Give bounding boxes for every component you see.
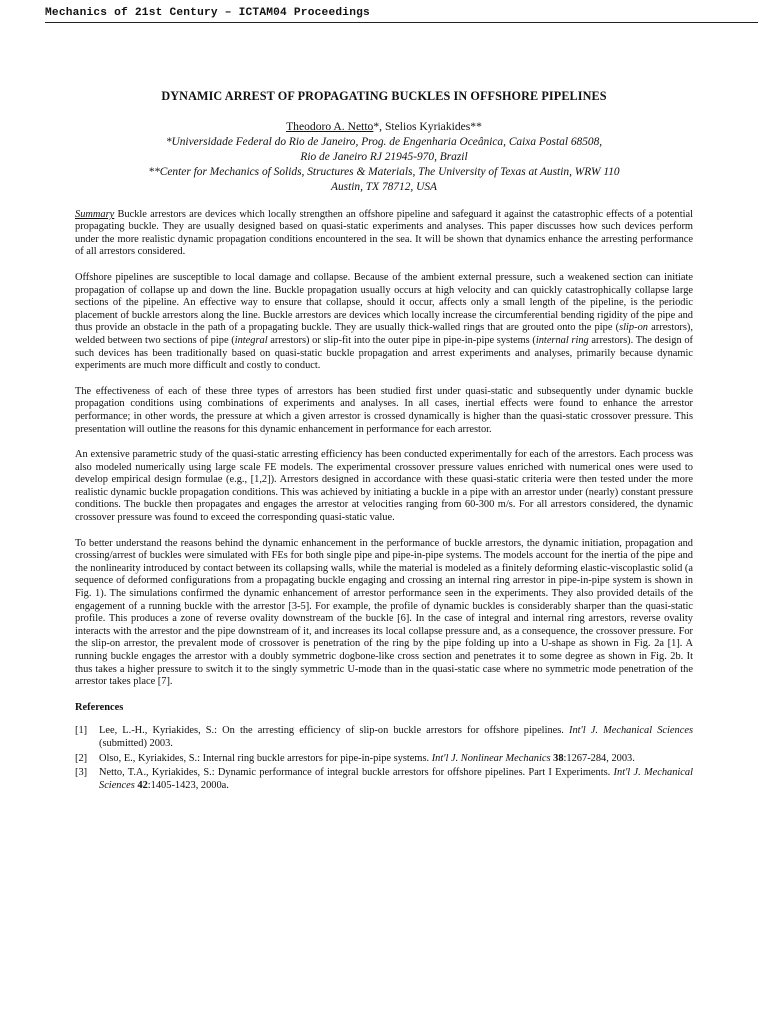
author-1: Theodoro A. Netto [286, 119, 374, 133]
affiliation-line: Austin, TX 78712, USA [331, 180, 437, 193]
author-2: Stelios Kyriakides** [384, 119, 482, 133]
italic-term: integral [234, 334, 268, 346]
reference-text [99, 725, 693, 750]
affiliation-line: **Center for Mechanics of Solids, Structures & Materials, The University of Texas at Austin, WRW 110 [148, 165, 620, 178]
text-run: :1405-1423, 2000a. [147, 779, 229, 791]
reference-text [99, 753, 693, 766]
text-run: arrestors). The design of such devices has been traditionally based on quasi-static buckle propagation and arrest experiments and analyses, primarily because dynamic experiments are much more difficult and costly to conduct. [75, 334, 693, 372]
summary-text: Buckle arrestors are devices which locally strengthen an offshore pipeline and safeguard it against the catastrophic effects of a potential propagating buckle. They are usually designed based on quasi-static experiments and analyses. This paper discusses how such devices perform under the more realistic dynamic propagation conditions encountered in the sea. It will be shown that dynamics enhance the arresting performance of all arrestors considered. [75, 208, 693, 258]
journal-name: Int'l J. Mechanical Sciences [569, 725, 693, 737]
volume: 42 [134, 779, 148, 791]
reference-number: [1] [75, 725, 88, 737]
affiliation-line: Rio de Janeiro RJ 21945-970, Brazil [300, 150, 468, 163]
references-heading: References [75, 701, 124, 713]
author-separator: *, [373, 119, 385, 133]
summary-paragraph [75, 209, 693, 259]
journal-name: Int'l J. Nonlinear Mechanics [431, 752, 551, 764]
body-paragraph-1 [75, 272, 693, 373]
paper-title: DYNAMIC ARREST OF PROPAGATING BUCKLES IN OFFSHORE PIPELINES [161, 89, 607, 103]
paper-content [75, 90, 693, 794]
text-run: Lee, L.-H., Kyriakides, S.: On the arresting efficiency of slip-on buckle arrestors for offshore pipelines. [99, 725, 570, 737]
reference-item [75, 725, 693, 750]
text-run: Offshore pipelines are susceptible to local damage and collapse. Because of the ambient external pressure, such a weakened section can initiate propagation of collapse up and down the line. Buckle propagation usually occurs at high velocity and can quickly catastrophically collapse large sections of the pipeline. An effective way to ensure that collapse, should it occur, affects only a small length of the pipeline, is the periodic placement of buckle arrestors along the line. Buckle arrestors are devices which locally increase the circumferential bending rigidity of the pipe and thus provide an obstacle in the path of a propagating buckle. They are usually thick-walled rings that are grouted onto the pipe ( [75, 271, 693, 334]
reference-item [75, 767, 693, 792]
affiliation-line: *Universidade Federal do Rio de Janeiro, Prog. de Engenharia Oceânica, Caixa Postal 68508, [165, 135, 603, 148]
text-run: :1267-284, 2003. [563, 752, 635, 764]
text-run: arrestors) or slip-fit into the outer pipe in pipe-in-pipe systems ( [267, 334, 536, 346]
italic-term: internal ring [535, 334, 589, 346]
summary-label: Summary [75, 208, 115, 220]
reference-text [99, 767, 693, 792]
volume: 38 [550, 752, 564, 764]
author-line [75, 119, 693, 135]
text-run: (submitted) 2003. [99, 737, 173, 749]
text-run: Olso, E., Kyriakides, S.: Internal ring buckle arrestors for pipe-in-pipe systems. [99, 752, 432, 764]
affiliations [75, 135, 693, 195]
running-header: Mechanics of 21st Century – ICTAM04 Proceedings [45, 7, 758, 23]
body-paragraph-3: An extensive parametric study of the quasi-static arresting efficiency has been conducted experimentally for each of the arrestors. Each process was also modeled numerically using large scale FE models. The experimental crossover pressure values enriched with numerical ones were used to develop empirical design formulae (e.g., [1,2]). Arrestors designed in accordance with these quasi-static criteria were then tested under the more realistic dynamic buckle propagation conditions. This was achieved by initiating a buckle in a pipe with an arrestor under (nearly) constant pressure conditions. The buckle then propagates and engages the arrestor at velocities ranging from 60-300 m/s. For all arrestors considered, the dynamic crossover pressure was found to exceed the corresponding quasi-static value. [75, 449, 693, 524]
journal-name: Int'l J. Mechanical Sciences [99, 767, 693, 791]
reference-number: [3] [75, 767, 88, 779]
body-paragraph-2: The effectiveness of each of these three types of arrestors has been studied first under quasi-static and subsequently under dynamic buckle propagation conditions using combinations of experiments and analyses. In all cases, inertial effects were found to enhance the arrestor performance; in other words, the pressure at which a given arrestor is crossed dynamically is higher than the quasi-static crossover pressure. This presentation will outline the reasons for this dynamic enhancement in performance for each arrestor. [75, 385, 693, 435]
body-paragraph-4: To better understand the reasons behind the dynamic enhancement in the performance of buckle arrestors, the dynamic initiation, propagation and crossing/arrest of buckles were simulated with FEs for both single pipe and pipe-in-pipe systems. The models account for the inertia of the pipe and the nonlinearity introduced by contact between its collapsing walls, while the material is modeled as a finitely deforming elastic-viscoplastic solid (a sequence of deformed configurations from a propagating buckle engaging and crossing an internal ring arrestor in pipe-in-pipe system is shown in Fig. 1). The simulations confirmed the dynamic enhancement of arrestor performance seen in the experiments. They also provided details of the engagement of a running buckle with the arrestor [3-5]. For example, the profile of dynamic buckles is considerably sharper than the quasi-static profile. This produces a zone of reverse ovality downstream of the buckle [6]. In the case of integral and internal ring arrestors, reverse ovality interacts with the arrestor and the pipe downstream of it, and increases its local collapse pressure and, as a consequence, the crossover pressure. For the slip-on arrestor, the prevalent mode of crossover is penetration of the ring by the pipe folding up into a U-shape as shown in Fig. 2a [1]. A running buckle engages the arrestor with a doubly symmetric dogbone-like cross section and penetrates it to some degree as shown in Fig. 2b. It thus takes a higher pressure to switch it to the singly symmetric U-mode than in the quasi-static case where no symmetric mode penetration of the arrestor takes place [7]. [75, 537, 693, 688]
italic-term: slip-on [619, 322, 648, 334]
text-run: Netto, T.A., Kyriakides, S.: Dynamic performance of integral buckle arrestors for offshore pipelines. Part I Experiments. [99, 767, 614, 779]
reference-number: [2] [75, 752, 88, 764]
text-run: arrestors), welded between two sections of pipe ( [75, 322, 693, 346]
reference-item [75, 753, 693, 766]
